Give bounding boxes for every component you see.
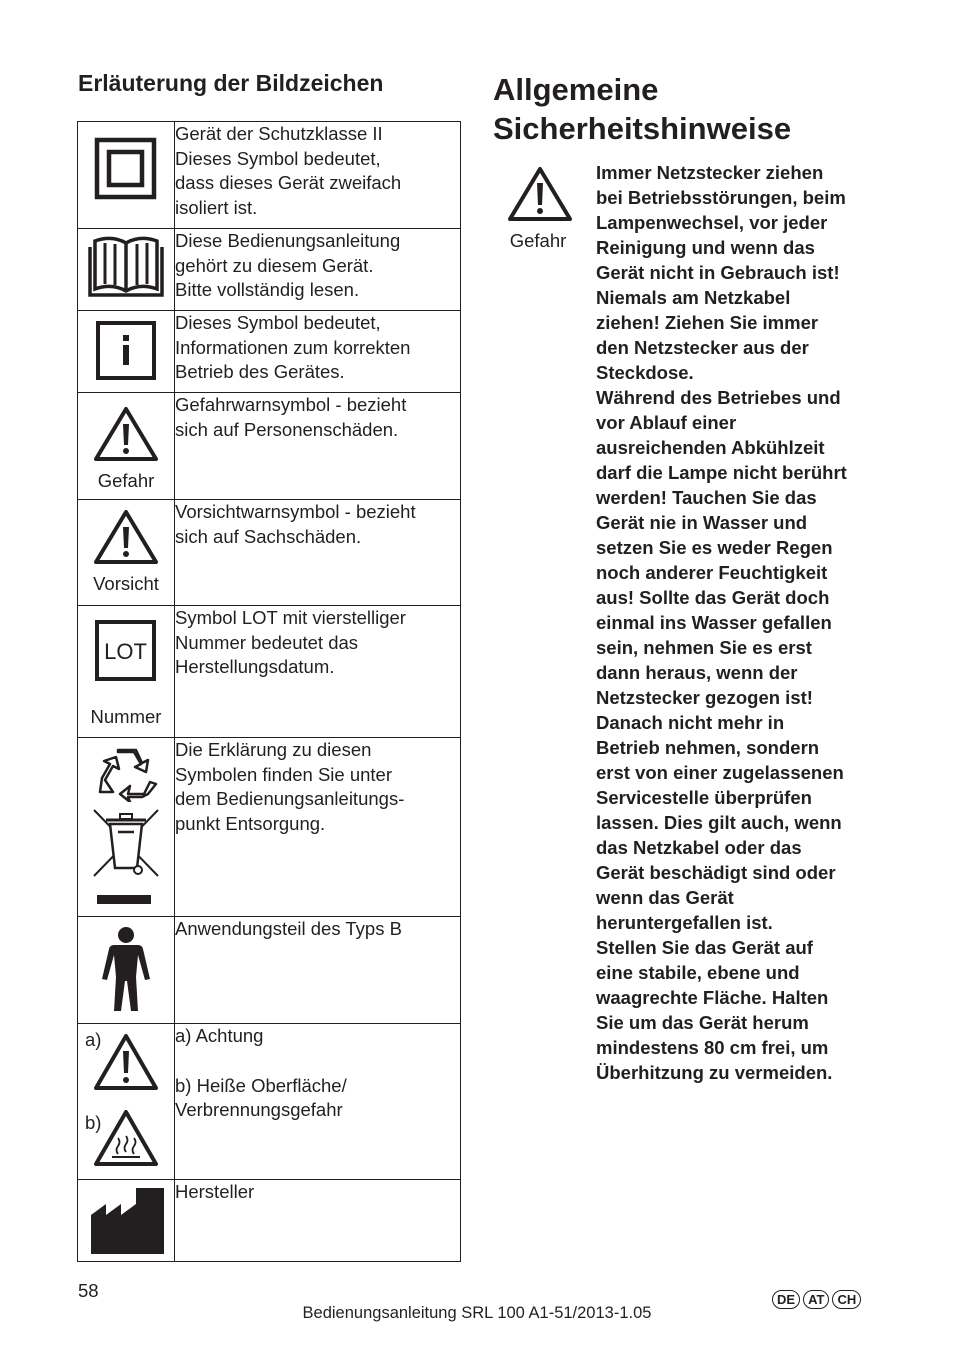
- warning-caption: Gefahr: [509, 230, 567, 251]
- country-badges: [772, 1290, 861, 1309]
- symbol-description: Dieses Symbol bedeutet, Informationen zum korrekten Betrieb des Gerätes.: [175, 312, 411, 383]
- hot-surface-icon: [78, 1106, 174, 1172]
- symbols-table: [77, 121, 461, 1262]
- disposal-bar-icon: [97, 895, 151, 904]
- symbol-description: Symbol LOT mit vierstelliger Nummer bedeutet das Herstellungsdatum.: [175, 607, 406, 678]
- label-a: a): [85, 1029, 102, 1050]
- manual-reference: Bedienungsanleitung SRL 100 A1-51/2013-1.05: [302, 1304, 652, 1322]
- table-row: [78, 1180, 461, 1262]
- symbol-description-a: a) Achtung: [175, 1025, 264, 1046]
- symbol-description: Diese Bedienungsanleitung gehört zu diesem Gerät. Bitte vollständig lesen.: [175, 230, 401, 301]
- symbol-description: Gefahrwarnsymbol - bezieht sich auf Personenschäden.: [175, 394, 407, 440]
- caution-warning-icon: [78, 506, 174, 576]
- country-badge-de: DE: [772, 1290, 800, 1309]
- danger-warning-icon: [507, 165, 573, 223]
- manufacturer-icon: [78, 1180, 174, 1260]
- symbol-caption: Nummer: [90, 706, 162, 727]
- table-row: [78, 393, 461, 500]
- symbol-description: Die Erklärung zu diesen Symbolen finden Sie unter dem Bedienungsanleitungs- punkt Entsorgung.: [175, 739, 405, 834]
- protection-class-ii-icon: [78, 122, 174, 228]
- table-row: [78, 738, 461, 917]
- section-heading-safety: Allgemeine Sicherheitshinweise: [493, 72, 792, 146]
- label-b: b): [85, 1112, 102, 1133]
- type-b-applied-part-icon: [78, 921, 174, 1021]
- lot-icon: [78, 618, 174, 688]
- lot-label: LOT: [104, 639, 147, 664]
- symbol-description: Hersteller: [175, 1181, 255, 1202]
- danger-warning-icon: [78, 403, 174, 473]
- attention-icon: [78, 1030, 174, 1096]
- page-number: 58: [78, 1280, 99, 1301]
- table-row: [78, 311, 461, 393]
- recycling-icon: [78, 742, 174, 802]
- table-row: [78, 229, 461, 311]
- table-row: [78, 917, 461, 1024]
- table-row: [78, 606, 461, 738]
- symbol-description: Vorsichtwarnsymbol - bezieht sich auf Sachschäden.: [175, 501, 416, 547]
- symbol-caption: Vorsicht: [93, 573, 159, 594]
- country-badge-at: AT: [803, 1290, 829, 1309]
- table-row: [78, 122, 461, 229]
- symbol-description-b: b) Heiße Oberfläche/ Verbrennungsgefahr: [175, 1074, 347, 1121]
- section-heading-symbols: Erläuterung der Bildzeichen: [78, 70, 384, 96]
- symbol-description: Gerät der Schutzklasse II Dieses Symbol bedeutet, dass dieses Gerät zweifach isoliert ist.: [175, 123, 402, 218]
- safety-instructions: Immer Netzstecker ziehen bei Betriebsstörungen, beim Lampenwechsel, vor jeder Reinigung und wenn das Gerät nicht in Gebrauch ist! Niemals am Netzkabel ziehen! Ziehen Sie immer den Netzstecker aus der Steckdose. Während des Betriebes und vor Ablauf einer ausreichenden Abkühlzeit darf die Lampe nicht berührt werden! Tauchen Sie das Gerät nie in Wasser und setzen Sie es weder Regen noch anderer Feuchtigkeit aus! Sollte das Gerät doch einmal ins Wasser gefallen sein, nehmen Sie es erst dann heraus, wenn der Netzstecker gezogen ist! Danach nicht mehr in Betrieb nehmen, sondern erst von einer zugelassenen Servicestelle überprüfen lassen. Dies gilt auch, wenn das Netzkabel oder das Gerät beschädigt sind oder wenn das Gerät heruntergefallen ist. Stellen Sie das Gerät auf eine stabile, ebene und waagrechte Fläche. Halten Sie um das Gerät herum mindestens 80 cm frei, um Überhitzung zu vermeiden.: [596, 162, 847, 1083]
- crossed-out-bin-icon: [78, 806, 174, 886]
- manual-book-icon: [78, 229, 174, 309]
- table-row: [78, 1024, 461, 1180]
- country-badge-ch: CH: [832, 1290, 861, 1309]
- symbol-caption: Gefahr: [97, 470, 155, 491]
- table-row: [78, 500, 461, 606]
- information-icon: [78, 311, 174, 391]
- symbol-description: Anwendungsteil des Typs B: [175, 918, 402, 939]
